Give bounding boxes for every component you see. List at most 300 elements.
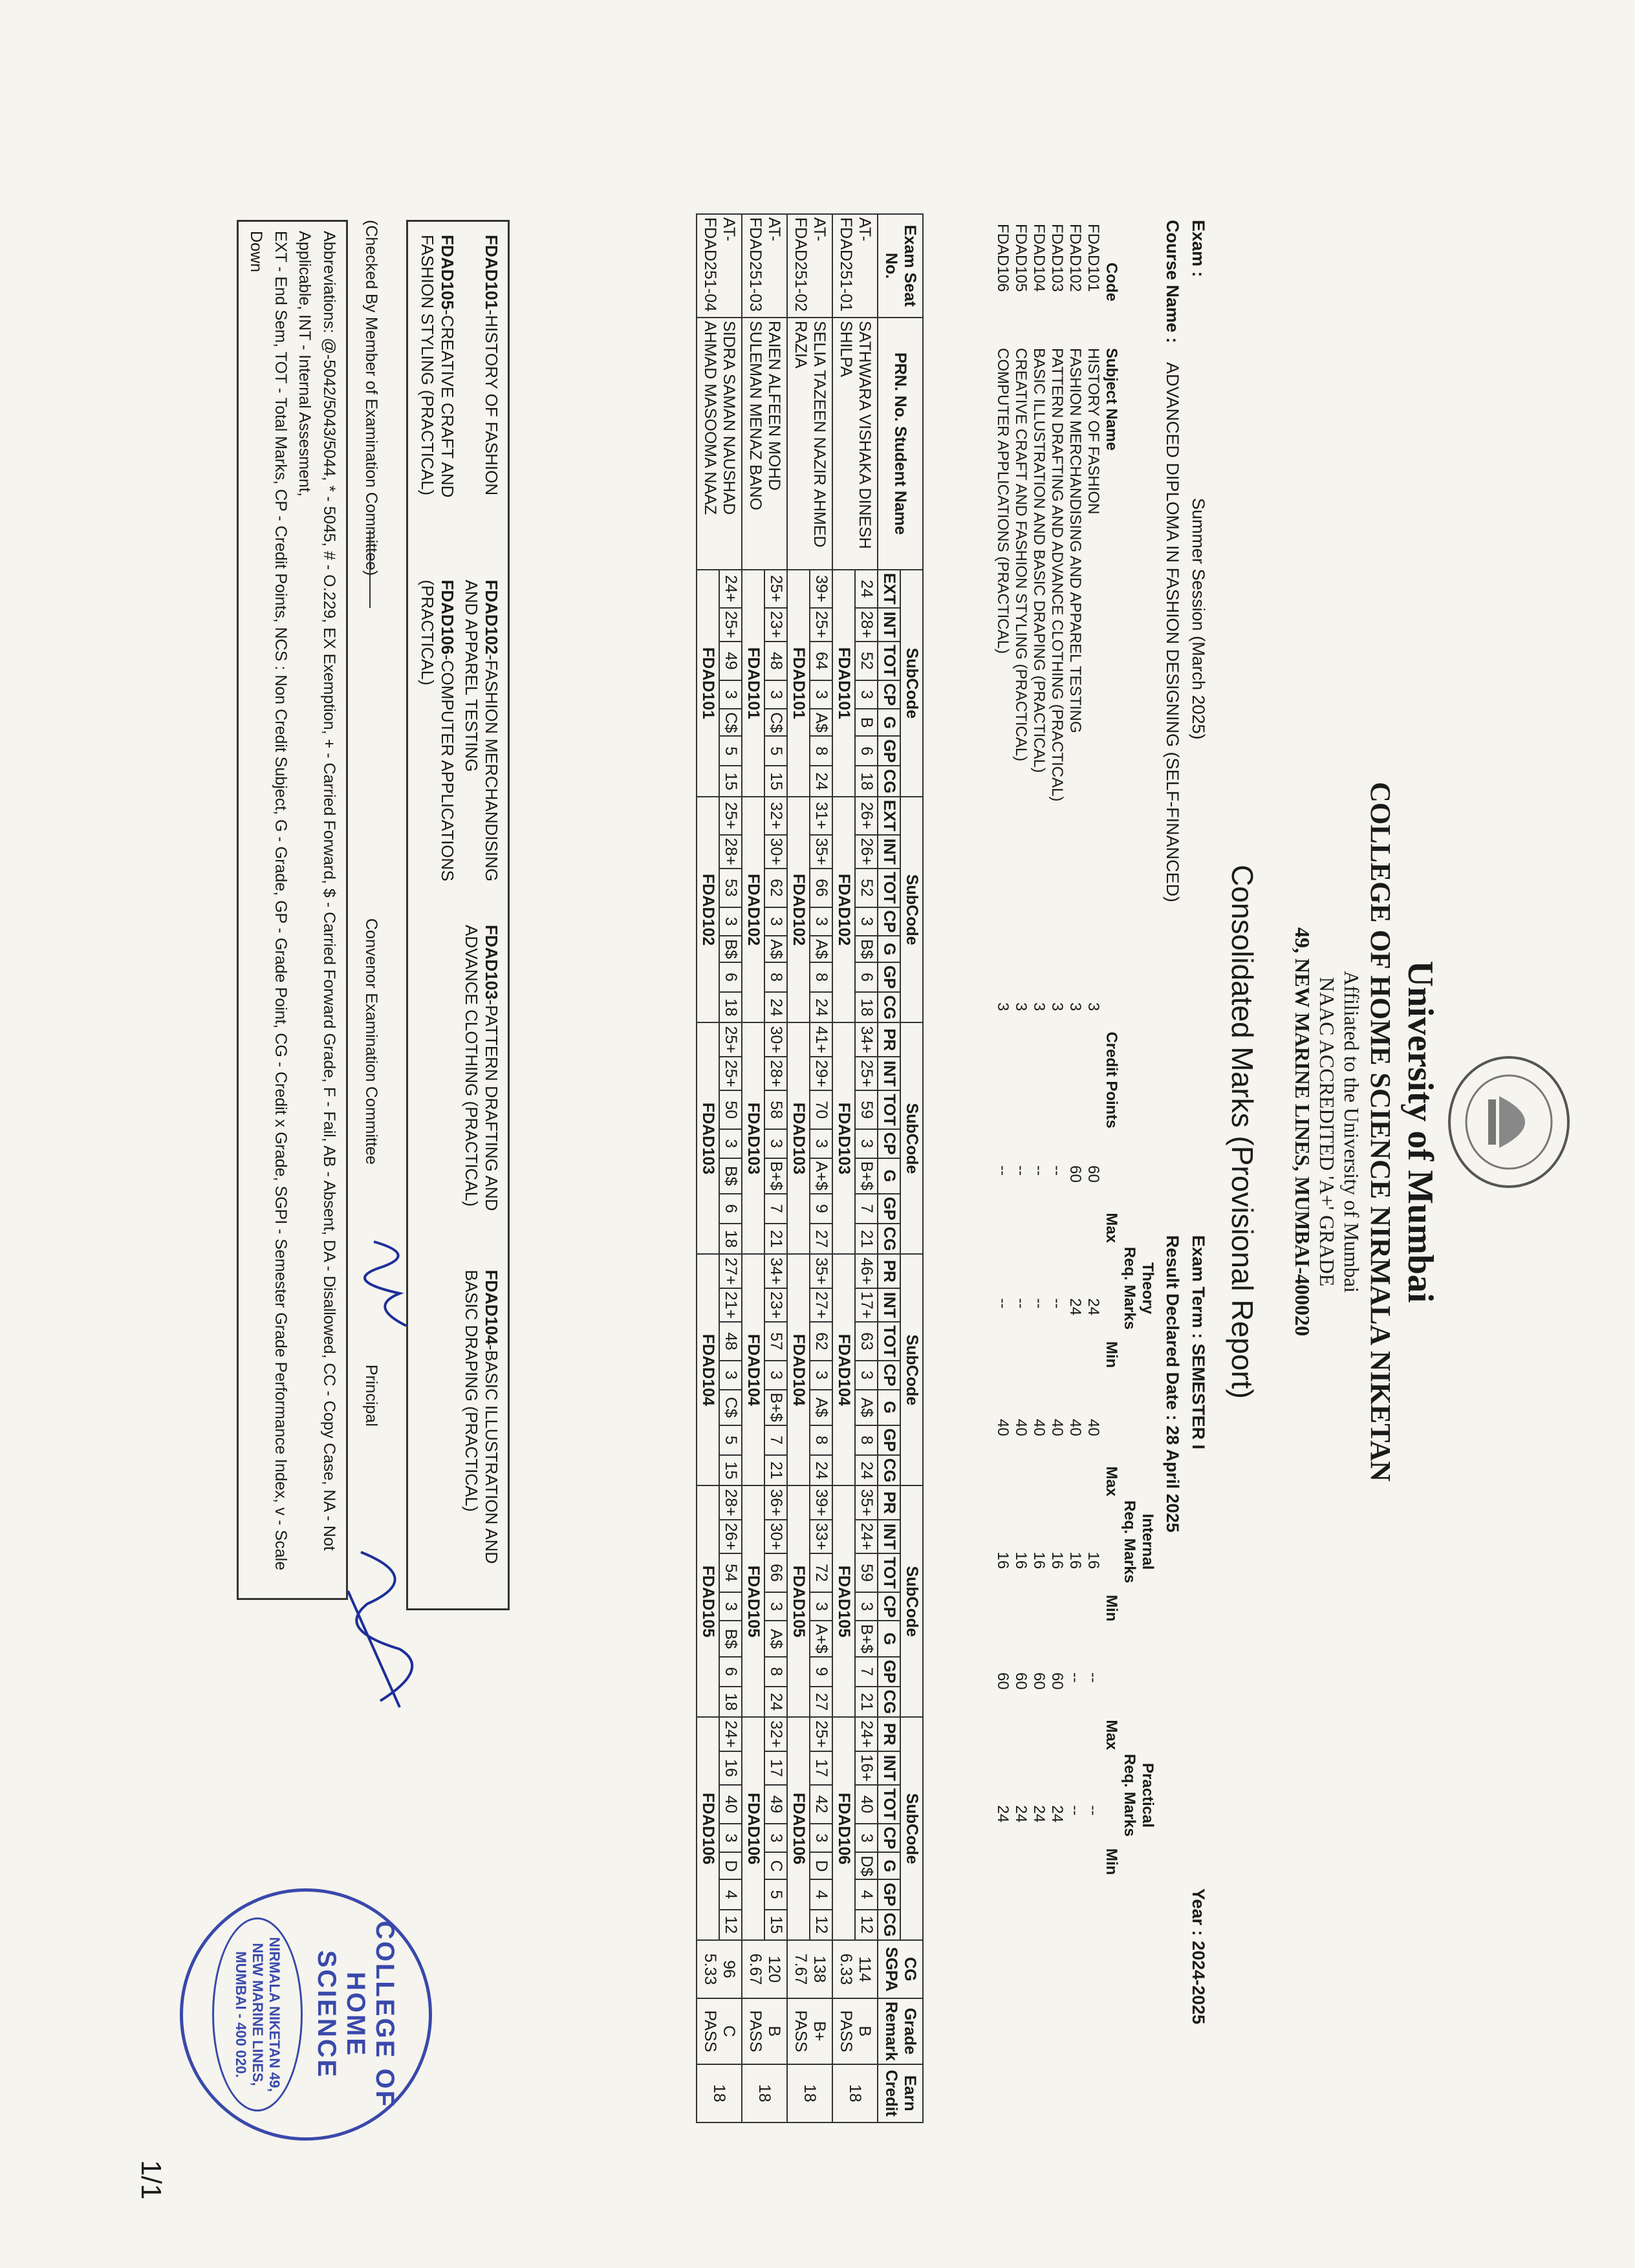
seat-no: AT-FDAD251-04: [697, 214, 742, 318]
mark-cell: 30+: [764, 835, 787, 869]
grade-remark-cell: [832, 1998, 878, 2064]
col-gp-header: GP: [878, 1194, 900, 1224]
max-header: Max: [1103, 1213, 1120, 1244]
col-tot-header: TOT: [878, 1322, 900, 1361]
student-name: SELIA TAZEEN NAZIR AHMED RAZIA: [787, 318, 832, 570]
remark-value: PASS: [837, 2010, 855, 2053]
cg-sgpa-cell: [832, 1940, 878, 1998]
mark-cell: 33+: [810, 1520, 832, 1553]
mark-cell: 24: [810, 992, 832, 1023]
mark-cell: A+$: [810, 1621, 832, 1656]
cg-sgpa-header: CG SGPA: [878, 1940, 923, 1998]
principal-label: Principal: [362, 1365, 380, 1427]
subcode-cell: FDAD105: [787, 1485, 810, 1717]
seat-no: AT-FDAD251-01: [832, 214, 878, 318]
subject-in-max: 40: [1048, 1419, 1066, 1436]
mark-cell: 72: [810, 1553, 832, 1592]
grade-remark-cell: [787, 1998, 832, 2064]
subcode-cell: FDAD102: [742, 797, 764, 1023]
mark-cell: A$: [855, 1390, 878, 1425]
col-cp-header: CP: [878, 907, 900, 936]
mark-cell: 25+: [855, 1057, 878, 1090]
mark-cell: 64: [810, 642, 832, 680]
mark-cell: A$: [810, 709, 832, 736]
mark-cell: 53: [719, 869, 742, 907]
subject-th-min: --: [1030, 1298, 1048, 1309]
legend-text: -HISTORY OF FASHION: [482, 309, 501, 496]
subject-in-min: 16: [1085, 1551, 1102, 1570]
mark-cell: 26+: [855, 835, 878, 869]
mark-cell: 27+: [810, 1288, 832, 1322]
col-tot-header: TOT: [878, 1785, 900, 1824]
legend-code: FDAD105: [438, 235, 457, 310]
sgpa-value: 6.33: [837, 1953, 855, 1985]
mark-cell: 31+: [810, 797, 832, 835]
earn-credit-value: 18: [787, 2064, 832, 2122]
col-cg-header: CG: [878, 766, 900, 797]
mark-cell: 3: [810, 1129, 832, 1158]
mark-cell: A$: [810, 936, 832, 962]
subcode-cell: FDAD102: [787, 797, 810, 1023]
subject-in-max: 40: [1085, 1419, 1102, 1436]
mark-cell: C$: [719, 709, 742, 736]
subcode-cell: FDAD104: [787, 1254, 810, 1485]
subcode-header: SubCode: [900, 1022, 923, 1254]
divider: [369, 530, 371, 608]
cg-value: 138: [810, 1956, 828, 1983]
col-cp-header: CP: [878, 1824, 900, 1853]
mark-cell: 27+: [719, 1254, 742, 1288]
subject-in-max: 40: [1030, 1419, 1048, 1436]
mark-cell: 21: [764, 1455, 787, 1486]
legend-code: FDAD102: [482, 579, 501, 655]
mark-cell: A$: [810, 1390, 832, 1425]
mark-cell: 18: [719, 1687, 742, 1718]
subject-name: PATTERN DRAFTING AND ADVANCE CLOTHING (PRACTICAL): [1048, 348, 1066, 802]
col-pr-header: PR: [878, 1717, 900, 1751]
sgpa-value: 6.67: [746, 1953, 764, 1985]
subject-name: BASIC ILLUSTRATION AND BASIC DRAPING (PRACTICAL): [1030, 348, 1048, 773]
mark-cell: 18: [855, 992, 878, 1023]
mark-cell: 24: [855, 1455, 878, 1486]
col-int-header: INT: [878, 835, 900, 869]
subject-pr-max: 60: [1012, 1672, 1030, 1690]
student-name: RAIEN ALFEEN MOHD SULEMAN MENAZ BANO: [742, 318, 787, 570]
mark-cell: B$: [719, 1621, 742, 1656]
student-name: SIDRA SAMAN NAUSHAD AHMAD MASOOMA NAAZ: [697, 318, 742, 570]
col-int-header: INT: [878, 608, 900, 642]
subject-row: [1012, 220, 1030, 1922]
mark-cell: 49: [719, 642, 742, 680]
mark-cell: 26+: [719, 1520, 742, 1553]
mark-cell: 16+: [855, 1751, 878, 1785]
college-address: 49, NEW MARINE LINES, MUMBAI-400020: [1291, 927, 1314, 1337]
mark-cell: 24: [855, 570, 878, 608]
mark-cell: 8: [810, 736, 832, 766]
mark-cell: 3: [855, 680, 878, 709]
exam-term: Exam Term : SEMESTER I: [1189, 1235, 1208, 1450]
convenor-label: Convenor Examination Committee: [362, 918, 380, 1165]
earn-credit-value: 18: [832, 2064, 878, 2122]
mark-cell: 5: [764, 736, 787, 766]
legend-item: [417, 235, 457, 561]
mark-cell: 6: [719, 1194, 742, 1224]
col-gp-header: GP: [878, 736, 900, 766]
col-cp-header: CP: [878, 1361, 900, 1390]
subject-pr-min: 24: [1012, 1805, 1030, 1823]
mark-cell: 35+: [810, 835, 832, 869]
mark-cell: 28+: [719, 835, 742, 869]
mark-cell: 39+: [810, 1485, 832, 1519]
req-marks-header: Req. Marks: [1121, 1246, 1138, 1330]
grade-value: B: [856, 2025, 874, 2037]
mark-cell: 32+: [764, 797, 787, 835]
col-ext-header: EXT: [878, 570, 900, 608]
remark-value: PASS: [792, 2010, 810, 2053]
subject-code: FDAD106: [994, 224, 1012, 292]
mark-cell: 3: [855, 907, 878, 936]
remark-value: PASS: [746, 2010, 764, 2053]
legend-item: [461, 925, 501, 1251]
sgpa-value: 7.67: [792, 1953, 810, 1985]
mark-cell: 25+: [719, 797, 742, 835]
mark-cell: 21: [855, 1224, 878, 1255]
mark-cell: 32+: [764, 1717, 787, 1751]
seal-ring-text: COLLEGE OF HOME SCIENCE: [312, 1921, 400, 2108]
mark-cell: 48: [719, 1322, 742, 1361]
col-cg-header: CG: [878, 1910, 900, 1941]
subcode-cell: FDAD103: [742, 1022, 764, 1254]
subject-in-min: 16: [1030, 1551, 1048, 1570]
student-row: [855, 214, 878, 2122]
mark-cell: 5: [764, 1879, 787, 1909]
prn-header: PRN. No. Student Name: [878, 318, 923, 570]
mark-cell: 3: [810, 680, 832, 709]
mark-cell: 59: [855, 1090, 878, 1129]
mark-cell: 28+: [719, 1485, 742, 1519]
mark-cell: C$: [719, 1390, 742, 1425]
mark-cell: B+$: [764, 1390, 787, 1425]
naac-grade: NAAC ACCREDITED 'A+' GRADE: [1316, 977, 1339, 1287]
mark-cell: B: [855, 709, 878, 736]
mark-cell: 50: [719, 1090, 742, 1129]
mark-cell: 4: [719, 1879, 742, 1909]
mark-cell: 3: [810, 1361, 832, 1390]
mark-cell: 54: [719, 1553, 742, 1592]
col-cg-header: CG: [878, 1224, 900, 1255]
col-pr-header: PR: [878, 1022, 900, 1056]
mark-cell: 3: [719, 680, 742, 709]
mark-cell: 3: [810, 907, 832, 936]
mark-cell: 25+: [810, 1717, 832, 1751]
subject-name: FASHION MERCHANDISING AND APPAREL TESTING: [1067, 348, 1084, 733]
subject-th-max: --: [1048, 1165, 1066, 1176]
mark-cell: 62: [764, 869, 787, 907]
mark-cell: 15: [719, 1455, 742, 1486]
subject-pr-max: 60: [1030, 1672, 1048, 1690]
mark-cell: 34+: [855, 1022, 878, 1056]
mark-cell: 15: [764, 1910, 787, 1941]
internal-header: Internal: [1139, 1513, 1156, 1570]
subject-in-max: 40: [994, 1419, 1012, 1436]
min-header: Min: [1103, 1341, 1120, 1368]
subject-credit: 3: [1012, 1002, 1030, 1011]
subcode-header: SubCode: [900, 1717, 923, 1940]
mark-cell: 25+: [810, 608, 832, 642]
col-int-header: INT: [878, 1520, 900, 1553]
mark-cell: 6: [855, 736, 878, 766]
col-g-header: G: [878, 709, 900, 736]
subject-credit: 3: [1067, 1002, 1084, 1011]
subject-th-max: --: [1012, 1165, 1030, 1176]
mark-cell: 30+: [764, 1520, 787, 1553]
subcode-cell: FDAD101: [787, 570, 810, 797]
col-pr-header: PR: [878, 1485, 900, 1519]
col-cp-header: CP: [878, 680, 900, 709]
subcode-cell: FDAD102: [697, 797, 719, 1023]
page-number: 1/1: [135, 2160, 167, 2200]
subcode-cell: FDAD102: [832, 797, 855, 1023]
college-seal: [180, 1888, 432, 2141]
mark-cell: 28+: [764, 1057, 787, 1090]
mark-cell: 3: [855, 1361, 878, 1390]
col-g-header: G: [878, 936, 900, 962]
abbreviations-box: [237, 220, 348, 1600]
convenor-signature: [351, 1229, 426, 1345]
mark-cell: 66: [810, 869, 832, 907]
mark-cell: 24+: [719, 1717, 742, 1751]
cg-value: 120: [765, 1956, 783, 1983]
col-gp-header: GP: [878, 1425, 900, 1455]
mark-cell: 25+: [764, 570, 787, 608]
marks-table: [696, 213, 924, 2123]
mark-cell: 9: [810, 1194, 832, 1224]
mark-cell: 35+: [855, 1485, 878, 1519]
col-g-header: G: [878, 1852, 900, 1879]
mark-cell: 15: [764, 766, 787, 797]
result-declared-date: Result Declared Date : 28 April 2025: [1163, 1235, 1182, 1533]
mark-cell: 6: [719, 962, 742, 992]
mark-cell: 21: [764, 1224, 787, 1255]
subject-in-max: 40: [1012, 1419, 1030, 1436]
subcode-header: SubCode: [900, 1485, 923, 1717]
subject-row: [1030, 220, 1048, 1922]
mark-cell: B+$: [764, 1158, 787, 1194]
subcode-header: SubCode: [900, 1254, 923, 1485]
subject-th-min: --: [1012, 1298, 1030, 1309]
mark-cell: 17+: [855, 1288, 878, 1322]
col-g-header: G: [878, 1390, 900, 1425]
mark-cell: 21+: [719, 1288, 742, 1322]
subject-in-min: 16: [1048, 1551, 1066, 1570]
mark-cell: 26+: [855, 797, 878, 835]
mark-cell: 29+: [810, 1057, 832, 1090]
subject-th-max: 60: [1085, 1165, 1102, 1183]
grade-value: C: [720, 2025, 738, 2037]
mark-cell: 46+: [855, 1254, 878, 1288]
mark-cell: 28+: [855, 608, 878, 642]
mark-cell: 17: [810, 1751, 832, 1785]
mark-cell: 52: [855, 869, 878, 907]
mark-cell: 23+: [764, 1288, 787, 1322]
mark-cell: 5: [719, 736, 742, 766]
mark-cell: 8: [810, 962, 832, 992]
subcode-cell: FDAD106: [832, 1717, 855, 1940]
subcode-cell: FDAD103: [832, 1022, 855, 1254]
mark-cell: B+$: [855, 1158, 878, 1194]
mark-cell: 40: [855, 1785, 878, 1824]
mark-cell: 7: [764, 1425, 787, 1455]
subject-pr-min: --: [1085, 1805, 1102, 1816]
mark-cell: 3: [810, 1592, 832, 1621]
legend-item: [461, 1270, 501, 1596]
mark-cell: 7: [764, 1194, 787, 1224]
mark-cell: 27: [810, 1224, 832, 1255]
marks-header-row: [900, 214, 923, 2122]
mark-cell: 39+: [810, 570, 832, 608]
mark-cell: 7: [855, 1657, 878, 1687]
mark-cell: B+$: [855, 1621, 878, 1656]
seat-no: AT-FDAD251-02: [787, 214, 832, 318]
mark-cell: C: [764, 1852, 787, 1879]
mark-cell: 8: [764, 1657, 787, 1687]
mark-cell: 3: [719, 1592, 742, 1621]
cg-value: 96: [720, 1960, 738, 1978]
checked-by: (Checked By Member of Examination Committee): [362, 220, 380, 576]
mark-cell: 24: [764, 992, 787, 1023]
mark-cell: A$: [764, 936, 787, 962]
mark-cell: 3: [719, 1361, 742, 1390]
min-header: Min: [1103, 1595, 1120, 1622]
subcode-cell: FDAD106: [787, 1717, 810, 1940]
subject-credit: 3: [1030, 1002, 1048, 1011]
legend-code: FDAD106: [438, 579, 457, 655]
student-row: [719, 214, 742, 2122]
mark-cell: 17: [764, 1751, 787, 1785]
abbreviations-line-1: Abbreviations: @-5042/5043/5044, * - 5045, # - O.229, EX Exemption, + - Carried Forward, $ - Carried Forward Grade, F - Fail, AB - Absent, DA - Disallowed, CC - Copy Case, NA - Not Applicable, INT - Internal Assesment,: [296, 231, 338, 1551]
col-cp-header: CP: [878, 1592, 900, 1621]
mark-cell: 57: [764, 1322, 787, 1361]
practical-header: Practical: [1139, 1762, 1156, 1828]
mark-cell: 25+: [719, 1057, 742, 1090]
mark-cell: 66: [764, 1553, 787, 1592]
col-pr-header: PR: [878, 1254, 900, 1288]
student-row: [764, 214, 787, 2122]
grade-remark-header: Grade Remark: [878, 1998, 923, 2064]
cg-sgpa-cell: [697, 1940, 742, 1998]
subject-row: [1084, 220, 1102, 1922]
mark-cell: 48: [764, 642, 787, 680]
code-header: Code: [1103, 263, 1120, 301]
mark-cell: 30+: [764, 1022, 787, 1056]
col-int-header: INT: [878, 1057, 900, 1090]
college-name: COLLEGE OF HOME SCIENCE NIRMALA NIKETAN: [1365, 782, 1396, 1482]
subject-code: FDAD102: [1067, 224, 1084, 292]
mark-cell: 27: [810, 1687, 832, 1718]
subject-pr-max: --: [1067, 1672, 1084, 1683]
exam-label: Exam :: [1189, 220, 1208, 277]
mark-cell: 3: [764, 907, 787, 936]
mark-cell: 3: [764, 1824, 787, 1853]
subject-legend: [406, 220, 510, 1610]
subject-pr-max: --: [1085, 1672, 1102, 1683]
mark-cell: 24+: [855, 1717, 878, 1751]
subject-th-max: 60: [1067, 1165, 1084, 1183]
mark-cell: 3: [764, 680, 787, 709]
mark-cell: B$: [719, 1158, 742, 1194]
subject-th-min: 24: [1067, 1298, 1084, 1316]
cg-sgpa-cell: [742, 1940, 787, 1998]
mark-cell: 23+: [764, 608, 787, 642]
col-gp-header: GP: [878, 1879, 900, 1909]
mark-cell: 18: [855, 766, 878, 797]
subject-in-min: 16: [1012, 1551, 1030, 1570]
mark-cell: 5: [719, 1425, 742, 1455]
affiliation: Affiliated to the University of Mumbai: [1340, 971, 1363, 1293]
student-row: [810, 214, 832, 2122]
mark-cell: 3: [719, 1129, 742, 1158]
grade-value: B: [765, 2025, 783, 2037]
legend-item: [461, 580, 501, 906]
mark-cell: 59: [855, 1553, 878, 1592]
subcode-cell: FDAD101: [697, 570, 719, 797]
exam-value: Summer Session (March 2025): [1189, 498, 1208, 740]
col-g-header: G: [878, 1621, 900, 1656]
subject-th-max: --: [994, 1165, 1012, 1176]
col-tot-header: TOT: [878, 1090, 900, 1129]
subject-name: COMPUTER APPLICATIONS (PRACTICAL): [994, 348, 1012, 654]
mark-cell: B$: [719, 936, 742, 962]
mark-cell: 8: [810, 1425, 832, 1455]
legend-code: FDAD103: [482, 925, 501, 1000]
grade-remark-cell: [742, 1998, 787, 2064]
subject-credit: 3: [1048, 1002, 1066, 1011]
mark-cell: 8: [764, 962, 787, 992]
subject-th-min: 24: [1085, 1298, 1102, 1316]
subject-th-min: --: [994, 1298, 1012, 1309]
subject-in-min: 16: [1067, 1551, 1084, 1570]
mark-cell: 3: [764, 1592, 787, 1621]
col-cg-header: CG: [878, 1687, 900, 1718]
grade-value: B+: [810, 2021, 828, 2042]
subcode-cell: FDAD103: [787, 1022, 810, 1254]
subject-code: FDAD104: [1030, 224, 1048, 292]
mark-cell: 3: [764, 1361, 787, 1390]
req-marks-header: Req. Marks: [1121, 1500, 1138, 1584]
mark-cell: 6: [855, 962, 878, 992]
legend-text: -PATTERN DRAFTING AND ADVANCE CLOTHING (PRACTICAL): [462, 925, 501, 1211]
mark-cell: D: [810, 1852, 832, 1879]
col-gp-header: GP: [878, 962, 900, 992]
university-emblem-icon: [1438, 1048, 1577, 1196]
mark-cell: 4: [855, 1879, 878, 1909]
subject-code: FDAD101: [1085, 224, 1102, 292]
mark-cell: 24: [764, 1687, 787, 1718]
subject-row: [1048, 220, 1066, 1922]
col-ext-header: EXT: [878, 797, 900, 835]
mark-cell: B$: [855, 936, 878, 962]
mark-cell: 16: [719, 1751, 742, 1785]
mark-cell: 36+: [764, 1485, 787, 1519]
mark-cell: 24: [810, 1455, 832, 1486]
mark-cell: 40: [719, 1785, 742, 1824]
mark-cell: 8: [855, 1425, 878, 1455]
mark-cell: 41+: [810, 1022, 832, 1056]
mark-cell: 3: [855, 1824, 878, 1853]
mark-cell: 58: [764, 1090, 787, 1129]
subject-row: [1066, 220, 1084, 1922]
mark-cell: 3: [855, 1129, 878, 1158]
